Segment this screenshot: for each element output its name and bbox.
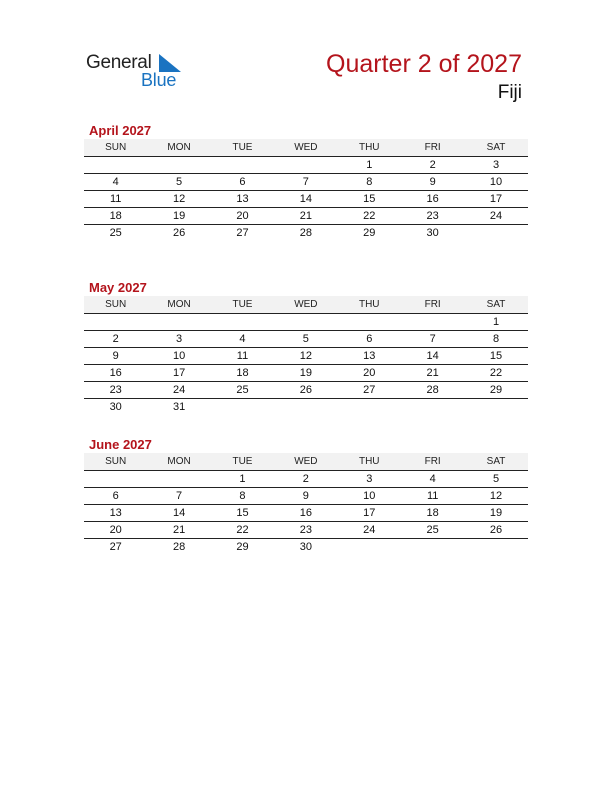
day-cell (211, 399, 274, 415)
day-cell: 29 (236, 541, 249, 553)
day-cell (211, 314, 274, 330)
day-cell: 5 (176, 176, 183, 188)
day-cell (147, 157, 210, 173)
day-cell (401, 314, 464, 330)
day-cell: 19 (172, 210, 186, 222)
day-cell: 17 (172, 367, 186, 379)
day-cell: 12 (172, 193, 186, 205)
weekday-header: MON (167, 299, 191, 310)
day-cell: 30 (426, 227, 439, 239)
day-cell: 3 (176, 333, 183, 345)
day-cell (147, 314, 210, 330)
week-row (84, 174, 528, 191)
day-cell: 14 (299, 193, 312, 205)
week-row (84, 208, 528, 225)
day-cell (338, 314, 401, 330)
day-cell: 27 (363, 384, 376, 396)
weekday-header: SAT (486, 456, 506, 467)
day-cell (464, 539, 527, 555)
day-cell: 9 (429, 176, 436, 188)
week-row (84, 488, 528, 505)
week-row (84, 522, 528, 539)
weekday-header: WED (294, 456, 318, 467)
week-row (84, 314, 528, 331)
week-row (84, 331, 528, 348)
logo-word-general: General (86, 52, 152, 73)
day-cell: 5 (302, 333, 309, 345)
day-cell: 15 (489, 350, 503, 362)
day-cell: 13 (363, 350, 376, 362)
day-cell: 3 (366, 473, 373, 485)
day-cell: 29 (363, 227, 376, 239)
day-cell: 24 (489, 210, 503, 222)
day-cell: 16 (109, 367, 122, 379)
day-cell: 7 (429, 333, 436, 345)
day-cell: 12 (489, 490, 503, 502)
day-cell (464, 225, 527, 241)
week-row (84, 471, 528, 488)
day-cell: 12 (299, 350, 312, 362)
day-cell: 20 (236, 210, 249, 222)
page-title: Quarter 2 of 2027 (326, 50, 522, 78)
day-cell: 20 (109, 524, 122, 536)
weekday-header-row (84, 296, 528, 314)
day-cell: 13 (236, 193, 249, 205)
day-cell: 4 (429, 473, 436, 485)
day-cell: 21 (426, 367, 439, 379)
month-title: June 2027 (89, 437, 152, 452)
month-april (84, 122, 528, 241)
week-row (84, 157, 528, 174)
day-cell: 6 (239, 176, 246, 188)
day-cell: 7 (302, 176, 309, 188)
day-cell: 8 (239, 490, 246, 502)
weekday-header: SUN (105, 142, 127, 153)
day-cell (401, 399, 464, 415)
week-row (84, 399, 528, 415)
day-cell: 16 (426, 193, 439, 205)
weekday-header: SAT (486, 299, 506, 310)
weekday-header: THU (358, 299, 380, 310)
day-cell (211, 157, 274, 173)
logo-word-blue: Blue (141, 70, 177, 90)
day-cell: 23 (426, 210, 439, 222)
day-cell: 1 (492, 316, 500, 328)
weekday-header: TUE (232, 456, 253, 467)
day-cell (464, 399, 527, 415)
day-cell: 18 (109, 210, 122, 222)
day-cell (84, 471, 147, 487)
weekday-header-row (84, 139, 528, 157)
day-cell: 14 (172, 507, 186, 519)
day-cell: 11 (236, 350, 249, 362)
day-cell (84, 314, 147, 330)
weekday-header: SUN (105, 456, 127, 467)
day-cell: 28 (299, 227, 312, 239)
day-cell (338, 399, 401, 415)
day-cell: 4 (112, 176, 119, 188)
week-row (84, 225, 528, 241)
day-cell: 22 (363, 210, 376, 222)
day-cell: 2 (112, 333, 119, 345)
day-cell: 25 (236, 384, 249, 396)
weekday-header: TUE (232, 142, 253, 153)
weekday-header: FRI (424, 456, 441, 467)
day-cell: 23 (299, 524, 312, 536)
day-cell (84, 157, 147, 173)
day-cell: 30 (299, 541, 312, 553)
weekday-header: WED (294, 299, 318, 310)
day-cell: 26 (172, 227, 186, 239)
day-cell: 2 (302, 473, 309, 485)
week-row (84, 191, 528, 208)
weekday-header: THU (358, 142, 380, 153)
logo (86, 52, 196, 92)
month-june (84, 436, 528, 555)
day-cell: 18 (426, 507, 439, 519)
day-cell (338, 539, 401, 555)
day-cell: 5 (492, 473, 500, 485)
day-cell: 26 (299, 384, 312, 396)
day-cell: 23 (109, 384, 122, 396)
weekday-header-row (84, 453, 528, 471)
week-row (84, 365, 528, 382)
day-cell: 19 (299, 367, 312, 379)
day-cell: 21 (172, 524, 186, 536)
weekday-header: THU (358, 456, 380, 467)
day-cell: 6 (112, 490, 119, 502)
weekday-header: SAT (486, 142, 506, 153)
day-cell: 1 (366, 159, 373, 171)
day-cell: 17 (363, 507, 376, 519)
day-cell: 11 (426, 490, 439, 502)
week-row (84, 348, 528, 365)
weekday-header: WED (294, 142, 318, 153)
day-cell: 28 (172, 541, 186, 553)
month-title: April 2027 (89, 123, 152, 138)
day-cell: 26 (489, 524, 503, 536)
day-cell: 17 (489, 193, 503, 205)
day-cell: 28 (426, 384, 439, 396)
week-row (84, 382, 528, 399)
day-cell: 8 (366, 176, 373, 188)
day-cell: 27 (109, 541, 122, 553)
day-cell (274, 314, 337, 330)
day-cell: 9 (302, 490, 309, 502)
day-cell: 29 (489, 384, 503, 396)
weekday-header: TUE (232, 299, 253, 310)
day-cell (274, 157, 337, 173)
day-cell: 19 (489, 507, 503, 519)
day-cell: 7 (176, 490, 183, 502)
day-cell: 16 (299, 507, 312, 519)
day-cell: 20 (363, 367, 376, 379)
day-cell: 18 (236, 367, 249, 379)
day-cell: 3 (492, 159, 500, 171)
month-may (84, 279, 528, 415)
day-cell: 14 (426, 350, 439, 362)
day-cell: 10 (363, 490, 376, 502)
day-cell: 15 (363, 193, 376, 205)
day-cell: 21 (299, 210, 312, 222)
day-cell: 31 (172, 401, 186, 413)
day-cell: 22 (489, 367, 503, 379)
weekday-header: SUN (105, 299, 127, 310)
day-cell: 27 (236, 227, 249, 239)
day-cell (274, 399, 337, 415)
day-cell: 22 (236, 524, 249, 536)
day-cell: 25 (426, 524, 439, 536)
day-cell: 4 (239, 333, 246, 345)
week-row (84, 539, 528, 555)
day-cell: 9 (112, 350, 119, 362)
day-cell: 2 (429, 159, 436, 171)
day-cell: 24 (363, 524, 376, 536)
day-cell: 11 (109, 193, 122, 205)
day-cell: 13 (109, 507, 122, 519)
day-cell: 1 (239, 473, 246, 485)
day-cell: 8 (492, 333, 500, 345)
day-cell: 15 (236, 507, 249, 519)
week-row (84, 505, 528, 522)
weekday-header: FRI (424, 299, 441, 310)
weekday-header: MON (167, 142, 191, 153)
day-cell: 25 (109, 227, 122, 239)
day-cell: 24 (172, 384, 186, 396)
weekday-header: FRI (424, 142, 441, 153)
day-cell (401, 539, 464, 555)
day-cell: 6 (366, 333, 373, 345)
day-cell: 10 (172, 350, 186, 362)
country-name: Fiji (497, 82, 522, 103)
day-cell: 30 (109, 401, 122, 413)
day-cell (147, 471, 210, 487)
day-cell: 10 (489, 176, 503, 188)
month-title: May 2027 (89, 280, 147, 295)
weekday-header: MON (167, 456, 191, 467)
